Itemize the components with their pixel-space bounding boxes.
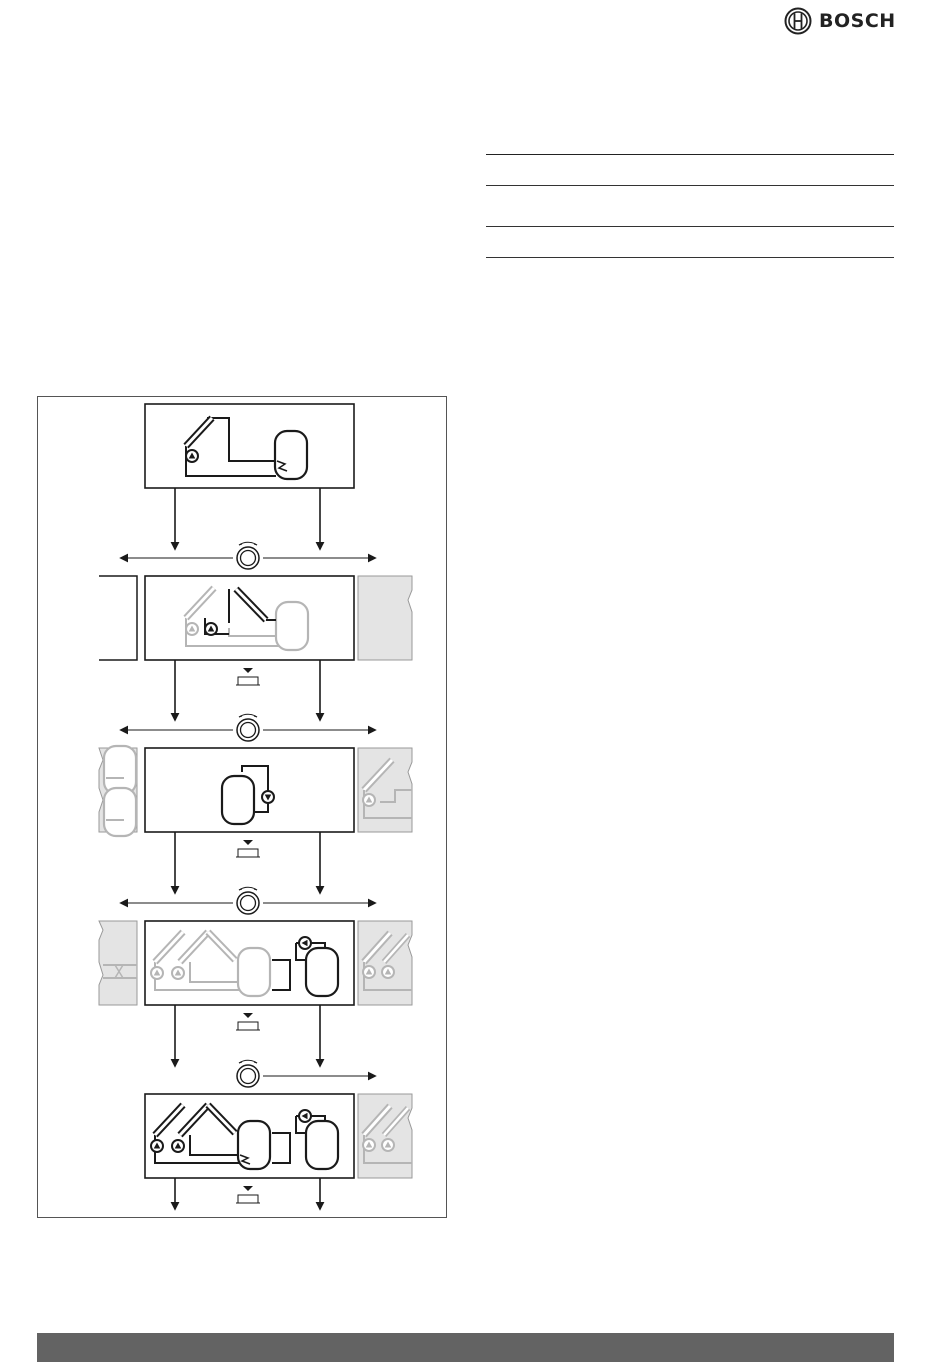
bosch-armature-icon	[784, 7, 812, 35]
pump-icon	[205, 623, 217, 635]
pump-icon	[151, 1140, 163, 1152]
pump-icon	[299, 937, 311, 949]
adjacent-screen-left	[99, 921, 137, 1005]
table-rule	[486, 185, 894, 186]
pump-icon	[172, 1140, 184, 1152]
table-rule	[486, 226, 894, 227]
footer-bar	[37, 1333, 894, 1362]
bosch-logo	[784, 6, 900, 36]
table-rule-top	[486, 154, 894, 155]
solar-config-navigation-figure	[37, 396, 447, 1218]
adjacent-screen-right	[358, 576, 412, 660]
pump-icon	[299, 1110, 311, 1122]
table-rule-bottom	[486, 257, 894, 258]
pump-icon	[186, 450, 198, 462]
pump-icon	[262, 791, 274, 803]
brand-name: BOSCH	[819, 10, 896, 32]
display-screen	[145, 576, 354, 660]
